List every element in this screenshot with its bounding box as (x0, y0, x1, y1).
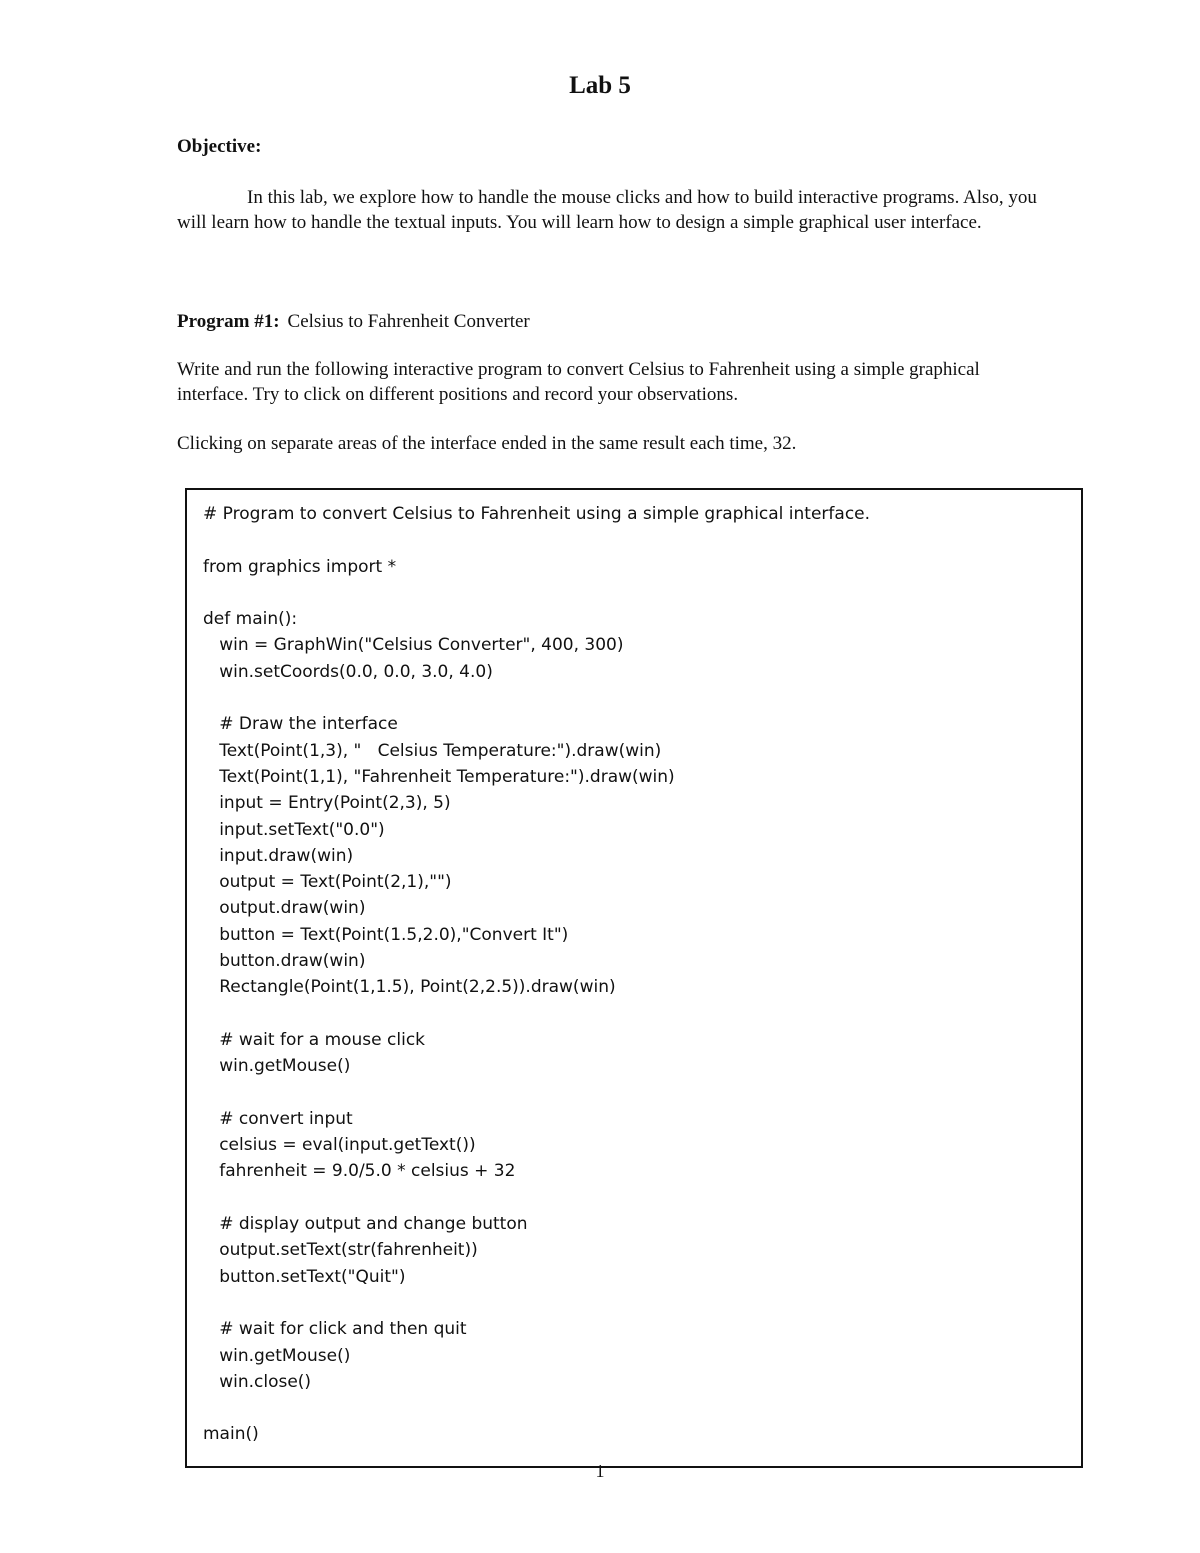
code-line (203, 1001, 870, 1027)
code-line: win.close() (203, 1371, 312, 1392)
program-label: Program #1: (177, 311, 280, 332)
code-line: def main(): (203, 609, 298, 630)
code-line: # wait for a mouse click (203, 1029, 426, 1050)
code-line: win = GraphWin("Celsius Converter", 400, 300) (203, 635, 624, 656)
code-line: win.getMouse() (203, 1345, 351, 1366)
code-line (203, 527, 870, 553)
code-line (203, 685, 870, 711)
code-line: win.setCoords(0.0, 0.0, 3.0, 4.0) (203, 661, 493, 682)
code-line: Rectangle(Point(1,1.5), Point(2,2.5)).draw(win) (203, 977, 616, 998)
code-line: # display output and change button (203, 1214, 528, 1235)
objective-heading: Objective: (177, 136, 262, 157)
code-line: Text(Point(1,3), " Celsius Temperature:").draw(win) (203, 740, 662, 761)
instructions-paragraph: Write and run the following interactive program to convert Celsius to Fahrenheit using a simple graphical interface. Try to click on different positions and record your observations. (177, 359, 980, 405)
code-line: button.setText("Quit") (203, 1266, 406, 1287)
code-listing (203, 501, 870, 1448)
code-line (203, 1080, 870, 1106)
code-line (203, 580, 870, 606)
code-line (203, 1395, 870, 1421)
code-line: from graphics import * (203, 556, 397, 577)
code-line: input.setText("0.0") (203, 819, 385, 840)
code-line: output = Text(Point(2,1),"") (203, 872, 452, 893)
code-listing-box (185, 488, 1083, 1468)
code-line: button = Text(Point(1.5,2.0),"Convert It") (203, 924, 569, 945)
page-title: Lab 5 (569, 72, 631, 99)
code-line: win.getMouse() (203, 1056, 351, 1077)
code-line: output.draw(win) (203, 898, 366, 919)
code-line: main() (203, 1424, 259, 1445)
code-line: input = Entry(Point(2,3), 5) (203, 793, 451, 814)
code-line: # wait for click and then quit (203, 1319, 467, 1340)
code-line (203, 1185, 870, 1211)
page-number: 1 (595, 1461, 605, 1481)
program-name: Celsius to Fahrenheit Converter (287, 311, 530, 332)
program-heading (177, 309, 1037, 334)
code-line (203, 1290, 870, 1316)
code-line: celsius = eval(input.getText()) (203, 1135, 476, 1156)
code-line: Text(Point(1,1), "Fahrenheit Temperature:").draw(win) (203, 766, 675, 787)
code-line: output.setText(str(fahrenheit)) (203, 1240, 478, 1261)
code-line: # convert input (203, 1108, 353, 1129)
intro-paragraph: In this lab, we explore how to handle the mouse clicks and how to build interactive programs. Also, you will learn how to handle the textual inputs. You will learn how to design a simple graphical user interface. (177, 187, 1037, 233)
code-line: button.draw(win) (203, 951, 366, 972)
observation-paragraph: Clicking on separate areas of the interface ended in the same result each time, 32. (177, 433, 797, 454)
code-line: input.draw(win) (203, 845, 354, 866)
code-line: # Program to convert Celsius to Fahrenheit using a simple graphical interface. (203, 504, 871, 524)
code-line: # Draw the interface (203, 714, 398, 735)
code-line: fahrenheit = 9.0/5.0 * celsius + 32 (203, 1161, 516, 1182)
